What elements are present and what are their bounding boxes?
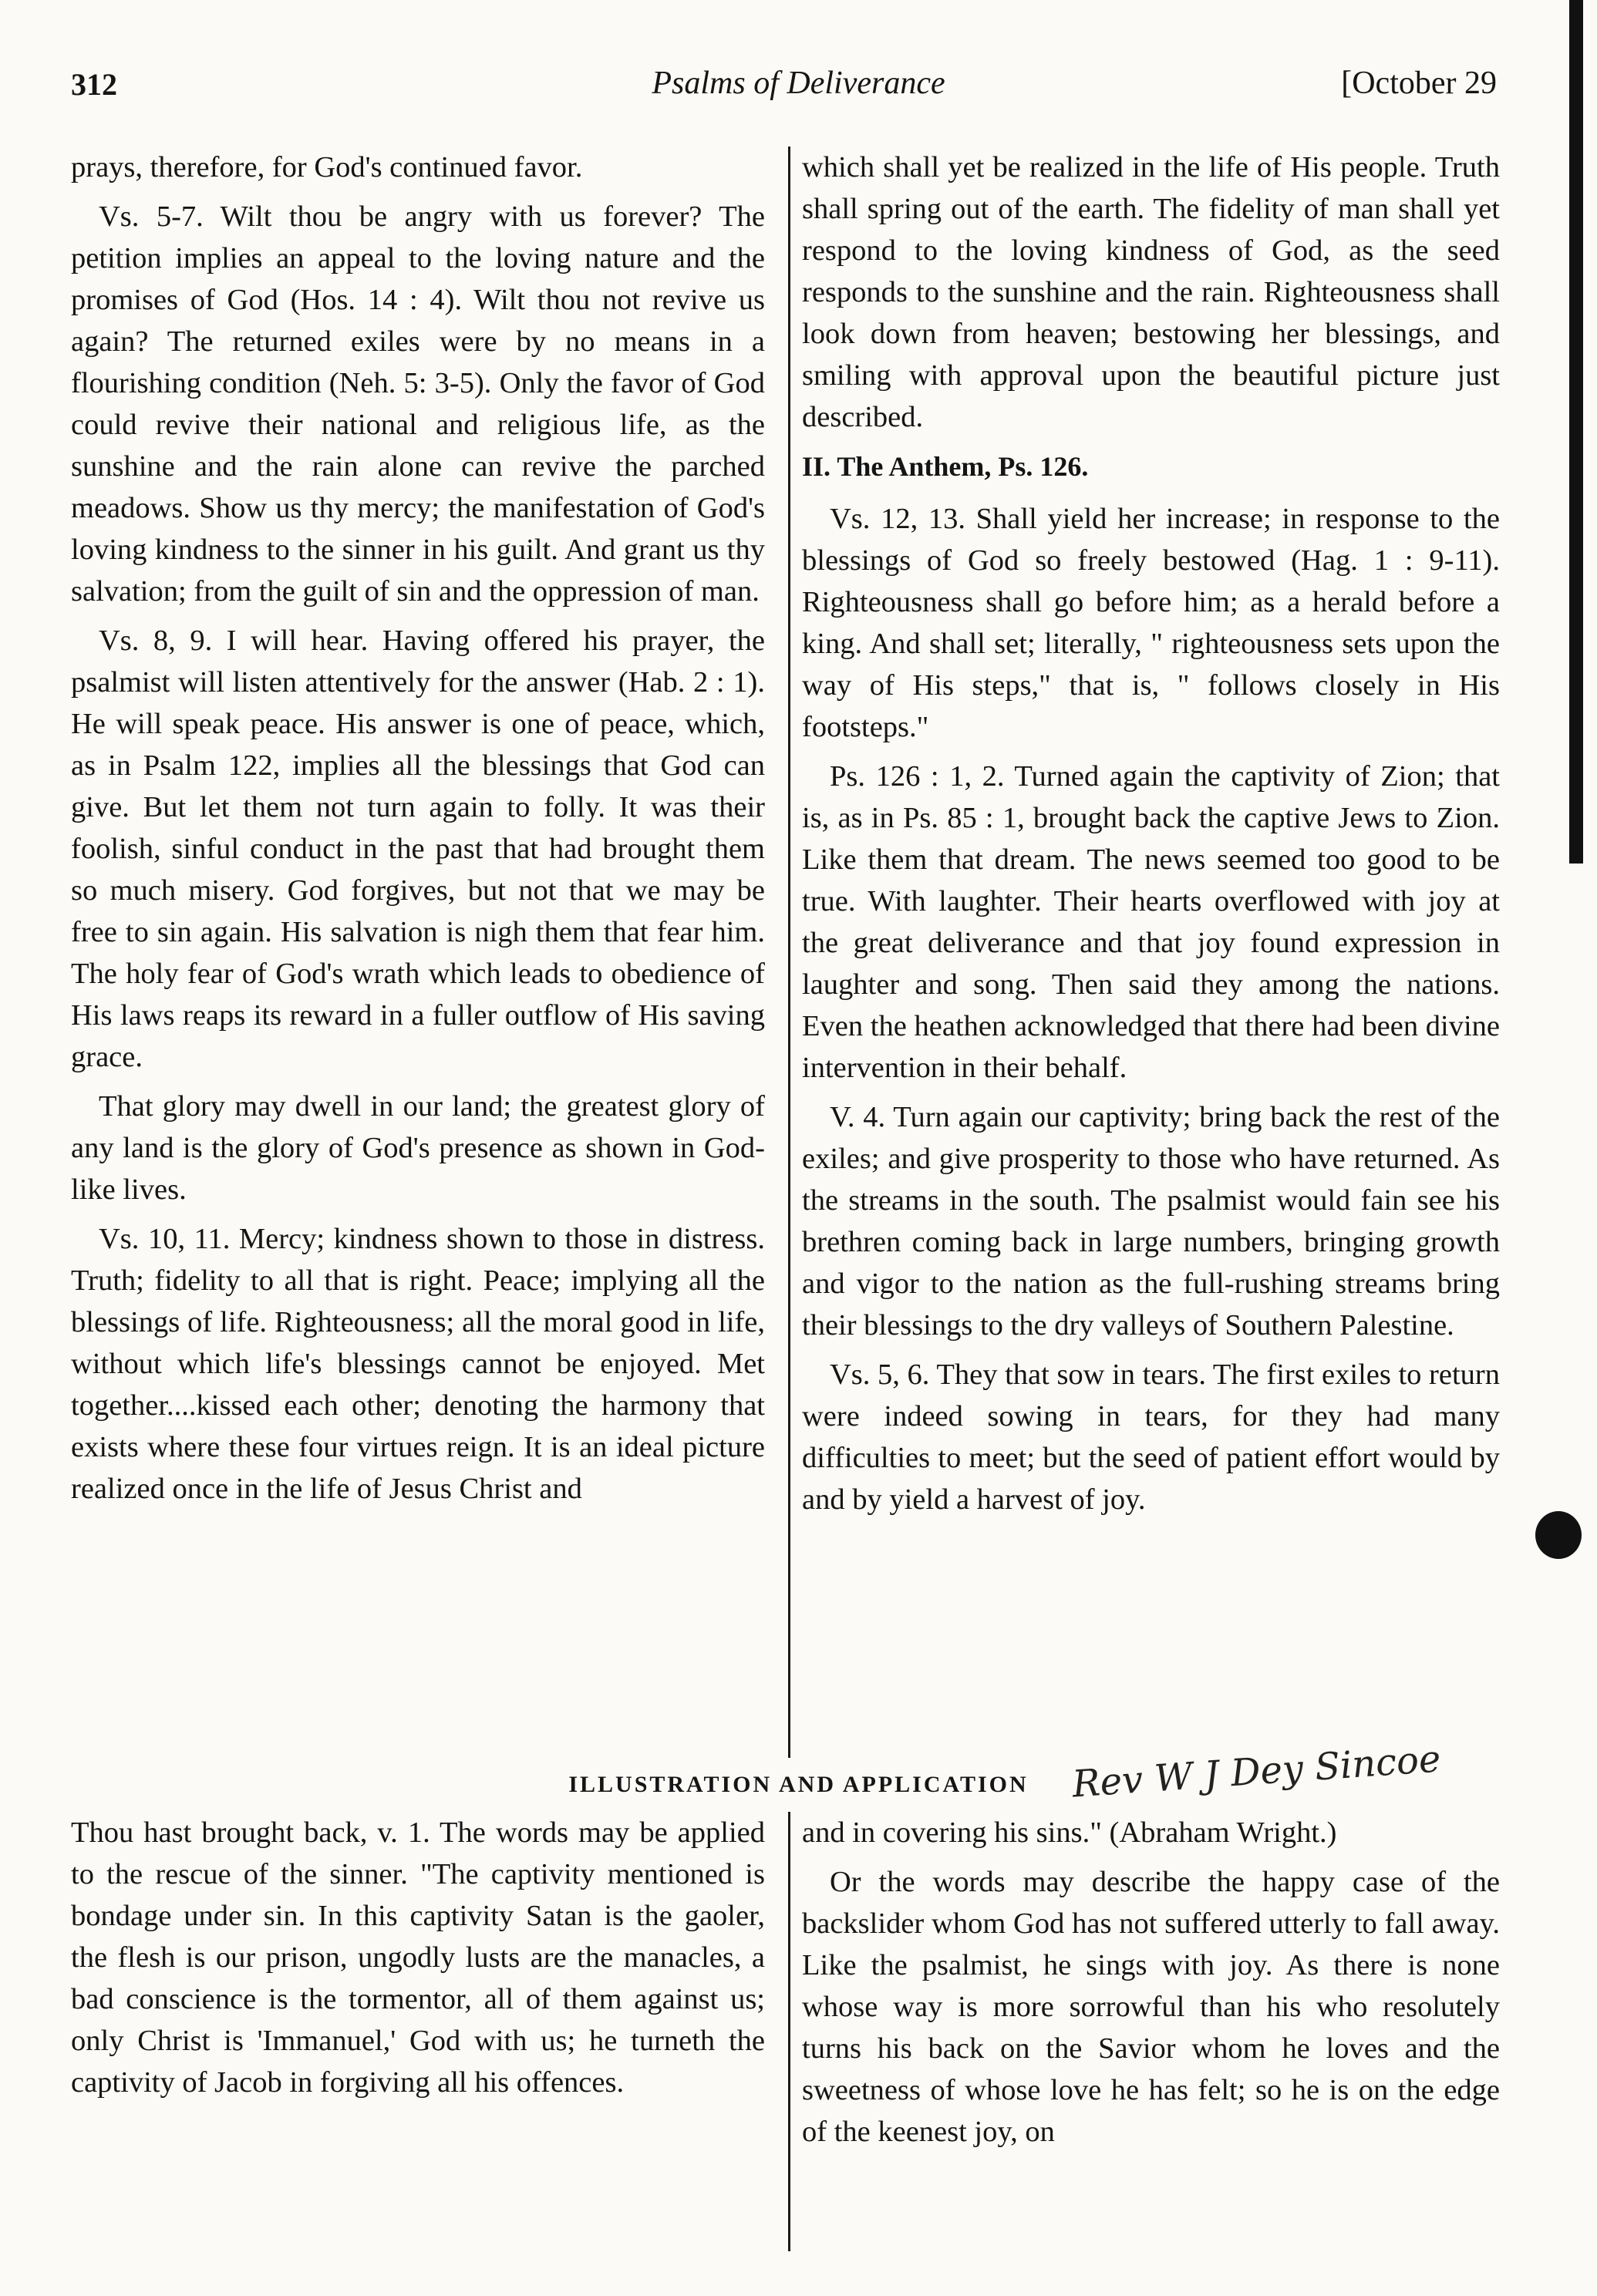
paragraph: V. 4. Turn again our captivity; bring back the rest of the exiles; and give prosperity to those who have returned. As the streams in the south. The psalmist would fain see his brethren coming back in large numbers, bringing growth and vigor to the nation as the full-rushing streams bring their blessings to the dry valleys of Southern Palestine. [802, 1101, 1500, 1342]
issue-date: [October 29 [1341, 66, 1497, 101]
paragraph: prays, therefore, for God's continued favor. [71, 151, 583, 183]
paragraph: which shall yet be realized in the life of His people. Truth shall spring out of the earth. The fidelity of man shall yet respond to the loving kindness of God, as the seed responds to the sunshine and the rain. Righteousness shall look down from heaven; bestowing her blessings, and smiling with approval upon the beautiful picture just described. [802, 151, 1500, 433]
paragraph: Vs. 8, 9. I will hear. Having offered his prayer, the psalmist will listen attentively for the answer (Hab. 2 : 1). He will speak peace. His answer is one of peace, which, as in Psalm 122, implies all the blessings that God can give. But let them not turn again to folly. It was their foolish, sinful conduct in the past that had brought them so much misery. God forgives, but not that we may be free to sin again. His salvation is nigh them that fear him. The holy fear of God's wrath which leads to obedience of His laws reaps its reward in a fuller outflow of His saving grace. [71, 624, 765, 1073]
bottom-left-column [71, 1812, 765, 2111]
paragraph: Thou hast brought back, v. 1. The words may be applied to the rescue of the sinner. "The captivity mentioned is bondage under sin. In this captivity Satan is the gaoler, the flesh is our prison, ungodly lusts are the manacles, a bad conscience is the tormentor, all of them against us; only Christ is 'Immanuel,' God with us; he turneth the captivity of Jacob in forgiving all his offences. [71, 1816, 765, 2099]
paragraph: Vs. 10, 11. Mercy; kindness shown to those in distress. Truth; fidelity to all that is right. Peace; implying all the blessings of life. Righteousness; all the moral good in life, without which life's blessings cannot be enjoyed. Met together....kissed each other; denoting the harmony that exists where these four virtues reign. It is an ideal picture realized once in the life of Jesus Christ and [71, 1223, 765, 1505]
left-column [71, 146, 765, 1517]
right-column [802, 146, 1500, 1528]
page-header [0, 0, 1597, 135]
paragraph: Vs. 5, 6. They that sow in tears. The first exiles to return were indeed sowing in tears, for they had many difficulties to meet; but the seed of patient effort would by and by yield a harvest of joy. [802, 1358, 1500, 1516]
column-divider-bottom [788, 1812, 790, 2251]
page-number: 312 [71, 67, 117, 102]
scan-edge-mark [1569, 0, 1583, 864]
paragraph: That glory may dwell in our land; the greatest glory of any land is the glory of God's presence as shown in God-like lives. [71, 1090, 765, 1206]
ink-blot [1535, 1511, 1582, 1559]
paragraph: Vs. 12, 13. Shall yield her increase; in response to the blessings of God so freely bestowed (Hag. 1 : 9-11). Righteousness shall go before him; as a herald before a king. And shall set; literally, " righteousness sets upon the way of His steps," that is, " follows closely in His footsteps." [802, 503, 1500, 743]
handwritten-note: Rev W J Dey Sincoe [1070, 1737, 1442, 1806]
paragraph: Or the words may describe the happy case of the backslider whom God has not suffered utterly to fall away. Like the psalmist, he sings with joy. As there is none whose way is more sorrowful than his who resolutely turns his back on the Savior whom he loves and the sweetness of whose love he has felt; so he is on the edge of the keenest joy, on [802, 1866, 1500, 2148]
running-title: Psalms of Deliverance [652, 66, 945, 101]
illustration-section-title: ILLUSTRATION AND APPLICATION [568, 1772, 1029, 1797]
paragraph: and in covering his sins." (Abraham Wright.) [802, 1816, 1337, 1849]
bottom-right-column [802, 1812, 1500, 2160]
paragraph: Ps. 126 : 1, 2. Turned again the captivity of Zion; that is, as in Ps. 85 : 1, brought back the captive Jews to Zion. Like them that dream. The news seemed too good to be true. With laughter. Their hearts overflowed with joy at the great deliverance and that joy found expression in laughter and song. Then said they among the nations. Even the heathen acknowledged that there had been divine intervention in their behalf. [802, 760, 1500, 1084]
paragraph: Vs. 5-7. Wilt thou be angry with us forever? The petition implies an appeal to the loving nature and the promises of God (Hos. 14 : 4). Wilt thou not revive us again? The returned exiles were by no means in a flourishing condition (Neh. 5: 3-5). Only the favor of God could revive their national and religious life, as the sunshine and the rain alone can revive the parched meadows. Show us thy mercy; the manifestation of God's loving kindness to the sinner in his guilt. And grant us thy salvation; from the guilt of sin and the oppression of man. [71, 200, 765, 608]
column-divider [788, 146, 790, 1758]
section-heading: II. The Anthem, Ps. 126. [802, 451, 1089, 482]
